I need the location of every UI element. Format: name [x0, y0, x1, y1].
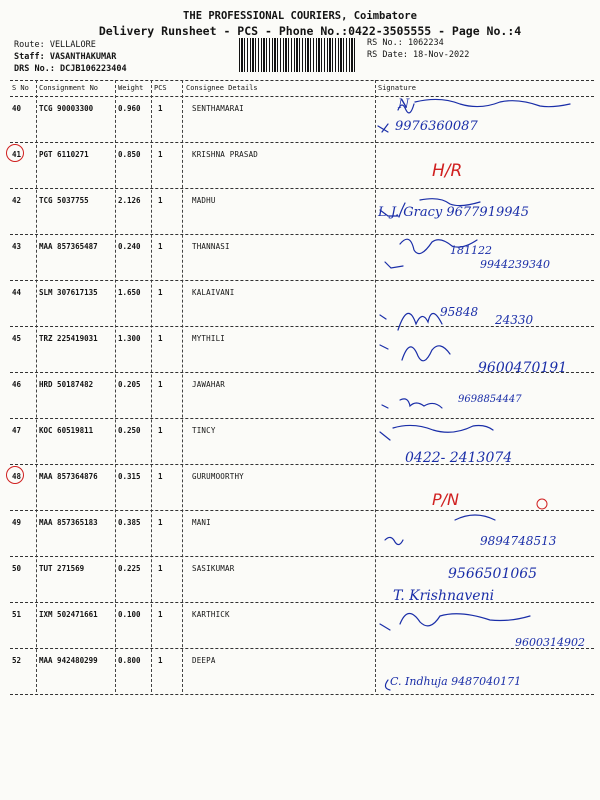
- row-consignee: THANNASI: [192, 242, 230, 251]
- row-weight: 0.240: [118, 242, 141, 251]
- row-consignee: TINCY: [192, 426, 216, 435]
- row-consignment: PGT 6110271: [39, 150, 89, 159]
- row-weight: 0.960: [118, 104, 141, 113]
- row-consignment: MAA 857365183: [39, 518, 98, 527]
- svg-text:L J. Gracy 9677919945: L J. Gracy 9677919945: [378, 205, 530, 220]
- row-consignment: TCG 5037755: [39, 196, 89, 205]
- svg-text:N: N: [398, 97, 410, 112]
- staff-label: Staff: VASANTHAKUMAR: [14, 52, 117, 62]
- svg-text:95848: 95848: [440, 305, 479, 319]
- row-weight: 0.385: [118, 518, 141, 527]
- row-sno: 40: [12, 104, 22, 113]
- row-sno: 50: [12, 564, 22, 573]
- row-sno: 47: [12, 426, 22, 435]
- svg-text:24330: 24330: [495, 313, 534, 327]
- row-pcs: 1: [158, 610, 163, 619]
- row-weight: 0.800: [118, 656, 141, 665]
- row-pcs: 1: [158, 656, 163, 665]
- route-label: Route: VELLALORE: [14, 40, 96, 50]
- svg-text:P/N: P/N: [432, 490, 460, 509]
- row-pcs: 1: [158, 288, 163, 297]
- row-consignee: KRISHNA PRASAD: [192, 150, 259, 159]
- svg-text:9944239340: 9944239340: [480, 258, 550, 271]
- row-sno: 49: [12, 518, 22, 527]
- svg-text:9976360087: 9976360087: [395, 119, 478, 134]
- row-sno: 46: [12, 380, 22, 389]
- col-header-sno: S No: [12, 84, 29, 92]
- row-weight: 0.205: [118, 380, 141, 389]
- row-pcs: 1: [158, 426, 163, 435]
- runsheet-title: Delivery Runsheet - PCS - Phone No.:0422-3505555 - Page No.:4: [98, 24, 522, 38]
- row-consignee: KALAIVANI: [192, 288, 235, 297]
- row-consignment: TCG 90003300: [39, 104, 94, 113]
- row-sno: 48: [12, 472, 22, 481]
- row-consignee: GURUMOORTHY: [192, 472, 244, 481]
- row-consignee: DEEPA: [192, 656, 216, 665]
- row-consignee: SASIKUMAR: [192, 564, 235, 573]
- row-weight: 0.225: [118, 564, 141, 573]
- row-weight: 0.850: [118, 150, 141, 159]
- row-sno: 41: [12, 150, 22, 159]
- col-header-signature: Signature: [378, 84, 416, 92]
- row-pcs: 1: [158, 472, 163, 481]
- drs-number: DRS No.: DCJB106223404: [14, 64, 127, 74]
- row-pcs: 1: [158, 196, 163, 205]
- row-pcs: 1: [158, 518, 163, 527]
- svg-text:9566501065: 9566501065: [448, 566, 538, 582]
- col-header-consignment: Consignment No: [39, 84, 99, 92]
- row-consignee: SENTHAMARAI: [192, 104, 244, 113]
- svg-text:T. Krishnaveni: T. Krishnaveni: [393, 588, 495, 604]
- row-consignee: JAWAHAR: [192, 380, 226, 389]
- row-pcs: 1: [158, 150, 163, 159]
- row-consignment: KOC 60519811: [39, 426, 94, 435]
- row-consignee: MANI: [192, 518, 211, 527]
- row-pcs: 1: [158, 564, 163, 573]
- row-consignment: MAA 857364876: [39, 472, 98, 481]
- row-pcs: 1: [158, 334, 163, 343]
- row-consignee: KARTHICK: [192, 610, 230, 619]
- rs-date: RS Date: 18-Nov-2022: [367, 50, 470, 60]
- row-weight: 2.126: [118, 196, 141, 205]
- row-pcs: 1: [158, 242, 163, 251]
- row-sno: 42: [12, 196, 22, 205]
- row-consignment: IXM 502471661: [39, 610, 98, 619]
- row-sno: 51: [12, 610, 22, 619]
- row-consignment: MAA 857365487: [39, 242, 98, 251]
- svg-text:9600314902: 9600314902: [515, 636, 585, 649]
- row-sno: 43: [12, 242, 22, 251]
- svg-text:181122: 181122: [450, 244, 492, 257]
- rs-number: RS No.: 1062234: [367, 38, 444, 48]
- row-sno: 52: [12, 656, 22, 665]
- row-consignment: HRD 50187482: [39, 380, 94, 389]
- col-header-consignee: Consignee Details: [186, 84, 258, 92]
- row-consignee: MYTHILI: [192, 334, 226, 343]
- row-consignment: MAA 942480299: [39, 656, 98, 665]
- row-pcs: 1: [158, 380, 163, 389]
- row-sno: 44: [12, 288, 22, 297]
- row-consignment: TRZ 225419031: [39, 334, 98, 343]
- svg-text:9698854447: 9698854447: [458, 394, 522, 405]
- col-header-weight: Weight: [118, 84, 144, 92]
- row-weight: 0.315: [118, 472, 141, 481]
- row-weight: 0.100: [118, 610, 141, 619]
- col-header-pcs: PCS: [154, 84, 167, 92]
- company-title: THE PROFESSIONAL COURIERS, Coimbatore: [183, 10, 417, 22]
- svg-text:9600470191: 9600470191: [478, 360, 568, 376]
- row-consignment: TUT 271569: [39, 564, 85, 573]
- svg-text:0422- 2413074: 0422- 2413074: [405, 450, 513, 466]
- row-pcs: 1: [158, 104, 163, 113]
- svg-text:H/R: H/R: [432, 161, 463, 181]
- svg-text:C. Indhuja 9487040171: C. Indhuja 9487040171: [390, 675, 522, 688]
- row-sno: 45: [12, 334, 22, 343]
- row-consignee: MADHU: [192, 196, 216, 205]
- row-weight: 1.300: [118, 334, 141, 343]
- row-weight: 1.650: [118, 288, 141, 297]
- row-weight: 0.250: [118, 426, 141, 435]
- row-consignment: SLM 307617135: [39, 288, 98, 297]
- svg-text:9894748513: 9894748513: [480, 534, 557, 548]
